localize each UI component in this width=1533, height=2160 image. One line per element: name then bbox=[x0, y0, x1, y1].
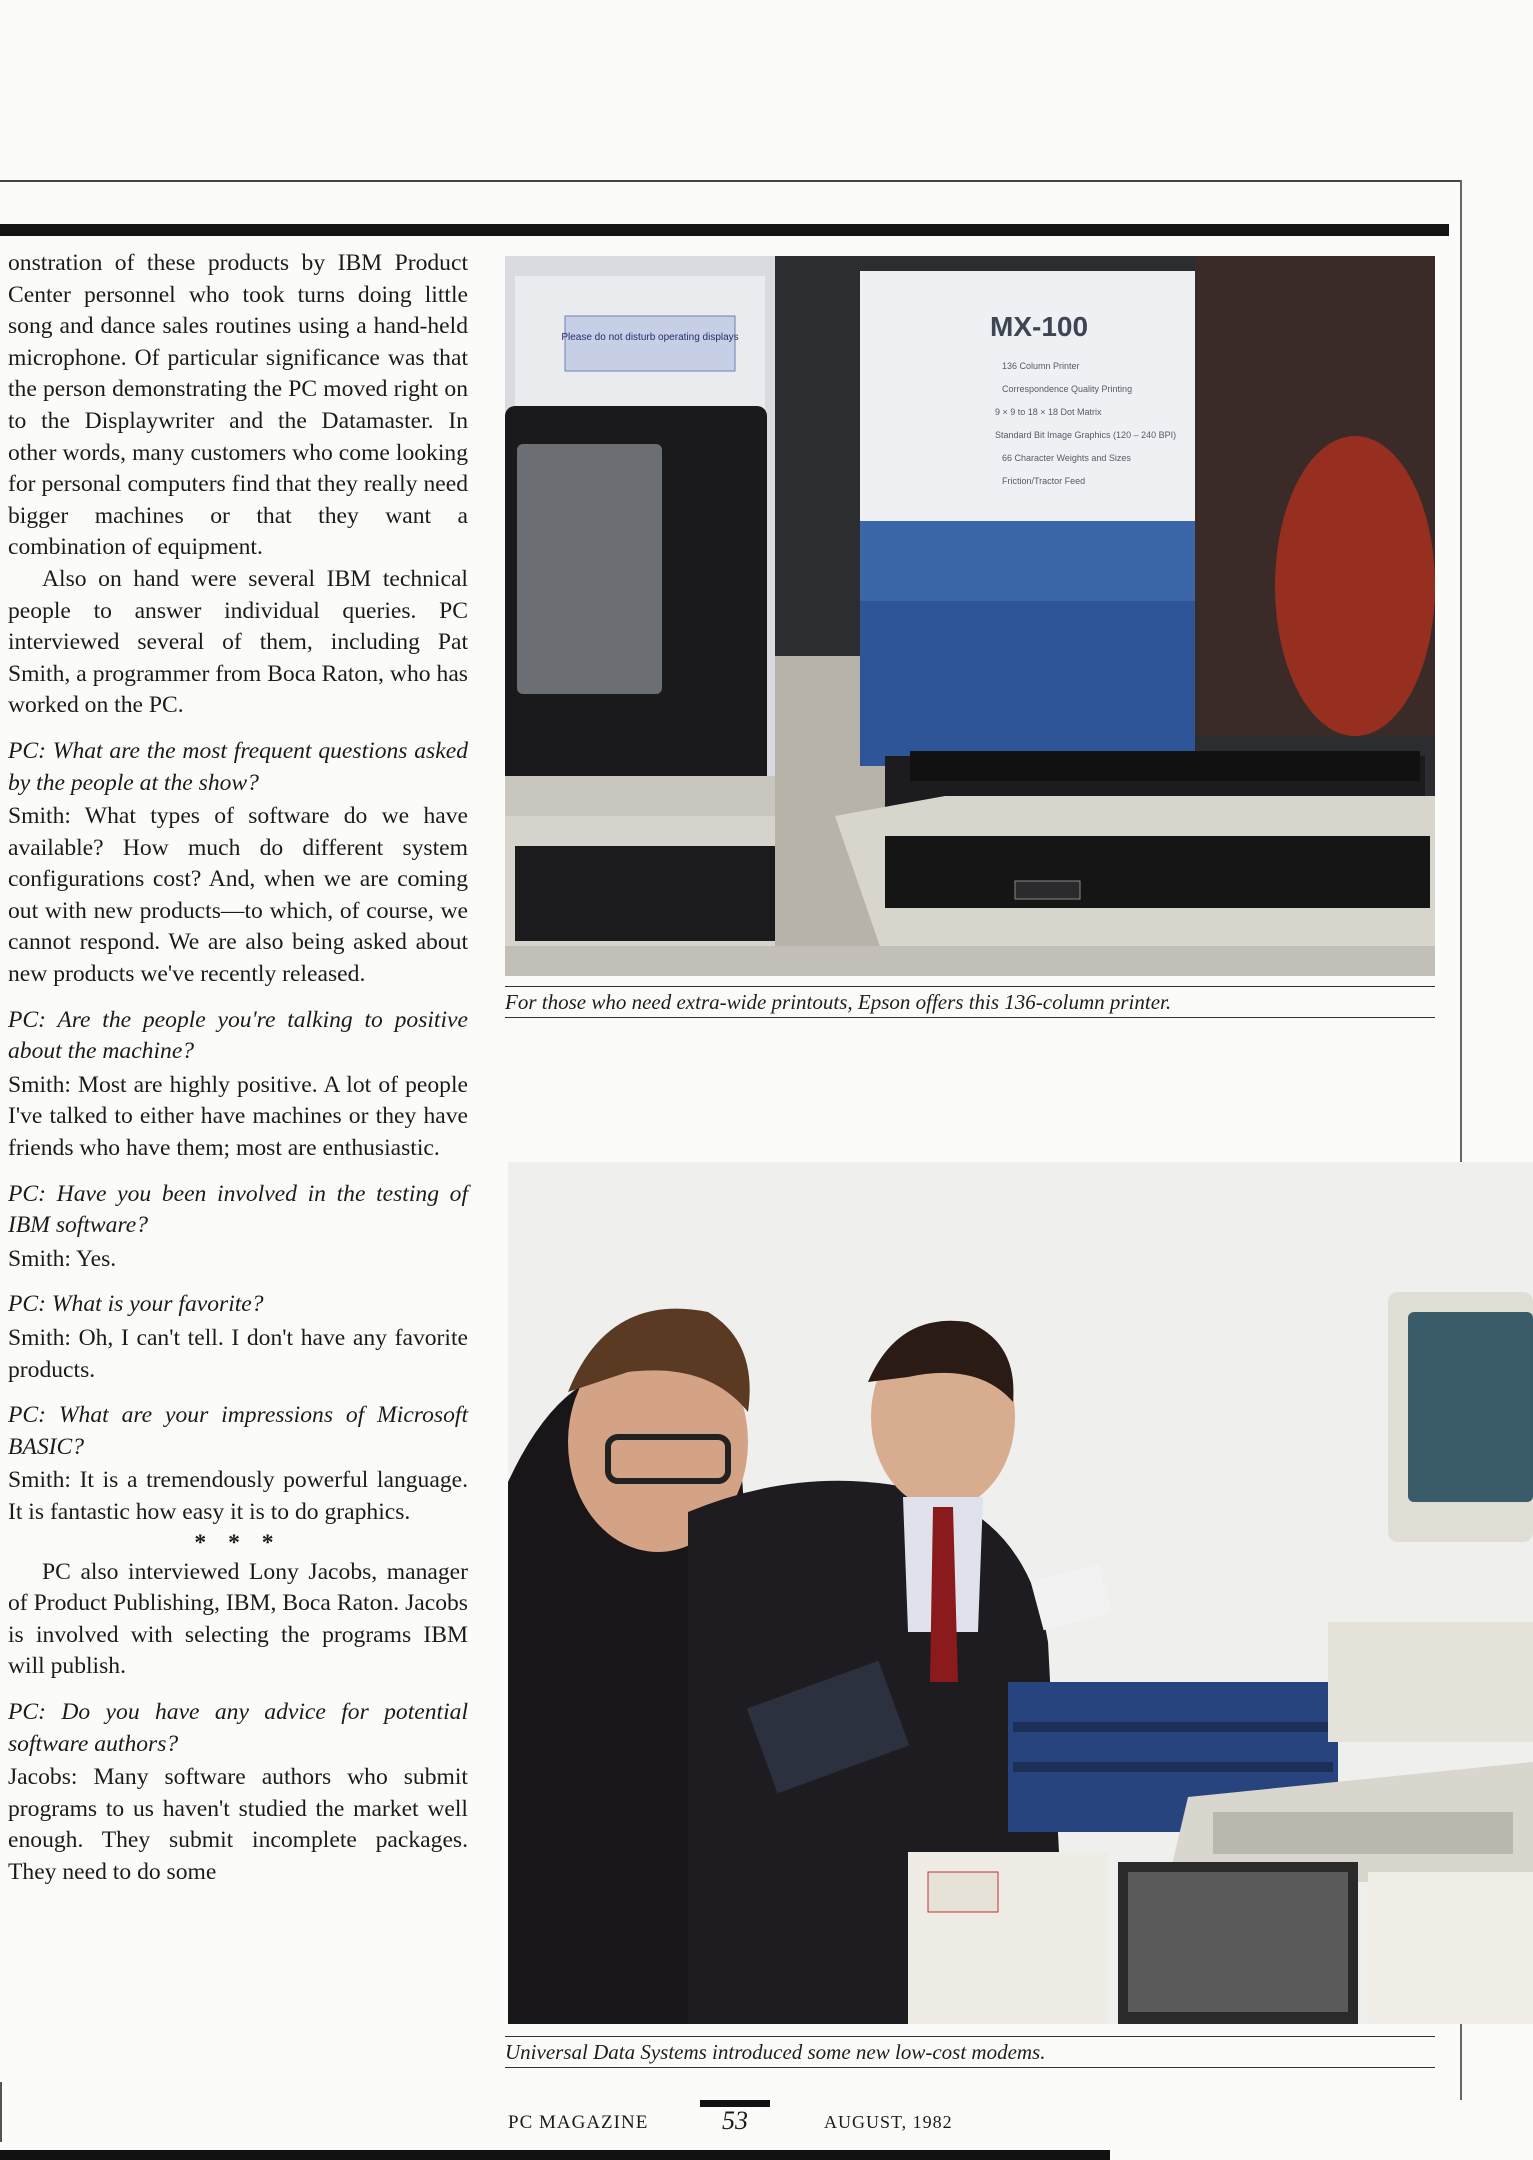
sign-line: Standard Bit Image Graphics (120 – 240 BPI) bbox=[995, 430, 1177, 440]
sign-title: MX-100 bbox=[990, 311, 1089, 342]
interview-question: PC: Are the people you're talking to positive about the machine? bbox=[8, 1006, 468, 1065]
sign-line: 9 × 9 to 18 × 18 Dot Matrix bbox=[995, 407, 1102, 417]
interview-question: PC: What is your favorite? bbox=[8, 1291, 264, 1318]
interview-question: PC: Do you have any advice for potential software authors? bbox=[8, 1698, 468, 1757]
issue-date: AUGUST, 1982 bbox=[824, 2112, 953, 2132]
photo-caption: For those who need extra-wide printouts, Epson offers this 136-column printer. bbox=[505, 986, 1435, 1018]
page-number: 53 bbox=[722, 2106, 748, 2135]
article-paragraph: onstration of these products by IBM Product Center personnel who took turns doing little song and dance sales routines using a hand-held microphone. Of particular significance was that the person demonstrating the PC moved right on to the Displaywriter and the Datamaster. In other words, many customers who come looking for personal computers find that they really need bigger machines or that they want a combination of equipment. bbox=[8, 250, 468, 561]
sign-line: 66 Character Weights and Sizes bbox=[1002, 453, 1131, 463]
sign-line: 136 Column Printer bbox=[1002, 361, 1080, 371]
interview-answer: Jacobs: Many software authors who submit programs to us haven't studied the market well enough. They submit incomplete packages. They need to do some bbox=[8, 1764, 468, 1885]
sign-line: Friction/Tractor Feed bbox=[1002, 476, 1086, 486]
universal-data-systems-photo bbox=[508, 1162, 1533, 2024]
article-column bbox=[8, 248, 468, 1889]
interview-answer: Smith: It is a tremendously powerful language. It is fantastic how easy it is to do graphics. bbox=[8, 1467, 468, 1525]
interview-answer: Smith: Most are highly positive. A lot of people I've talked to either have machines or they have friends who have them; most are enthusiastic. bbox=[8, 1071, 468, 1162]
interview-answer: Smith: Oh, I can't tell. I don't have any favorite products. bbox=[8, 1325, 468, 1383]
publication-name: PC MAGAZINE bbox=[508, 2112, 649, 2133]
interview-answer: Smith: Yes. bbox=[8, 1245, 117, 1272]
sign-line: Correspondence Quality Printing bbox=[1002, 384, 1133, 394]
article-paragraph: PC also interviewed Lony Jacobs, manager of Product Publishing, IBM, Boca Raton. Jacobs is involved with selecting the programs IBM will publish. bbox=[8, 1558, 468, 1680]
interview-question: PC: Have you been involved in the testing of IBM software? bbox=[8, 1180, 468, 1239]
section-break-stars: * * * bbox=[194, 1529, 282, 1556]
page-footer bbox=[0, 2108, 1533, 2138]
small-sign-text: Please do not disturb operating displays bbox=[561, 332, 739, 343]
section-heavy-rule bbox=[0, 224, 1449, 236]
epson-printer-photo bbox=[505, 256, 1435, 976]
page-frame-top-rule bbox=[0, 180, 1462, 182]
small-sign bbox=[561, 316, 738, 371]
photo-caption: Universal Data Systems introduced some new low-cost modems. bbox=[505, 2036, 1435, 2068]
bottom-heavy-rule bbox=[0, 2150, 1110, 2160]
interview-question: PC: What are your impressions of Microsoft BASIC? bbox=[8, 1402, 468, 1460]
interview-question: PC: What are the most frequent questions asked by the people at the show? bbox=[8, 737, 468, 796]
article-paragraph: Also on hand were several IBM technical people to answer individual queries. PC interviewed several of them, including Pat Smith, a programmer from Boca Raton, who has worked on the PC. bbox=[8, 565, 468, 719]
interview-answer: Smith: What types of software do we have available? How much do different system configurations cost? And, when we are coming out with new products—to which, of course, we cannot respond. We are also being asked about new products we've recently released. bbox=[8, 803, 468, 988]
